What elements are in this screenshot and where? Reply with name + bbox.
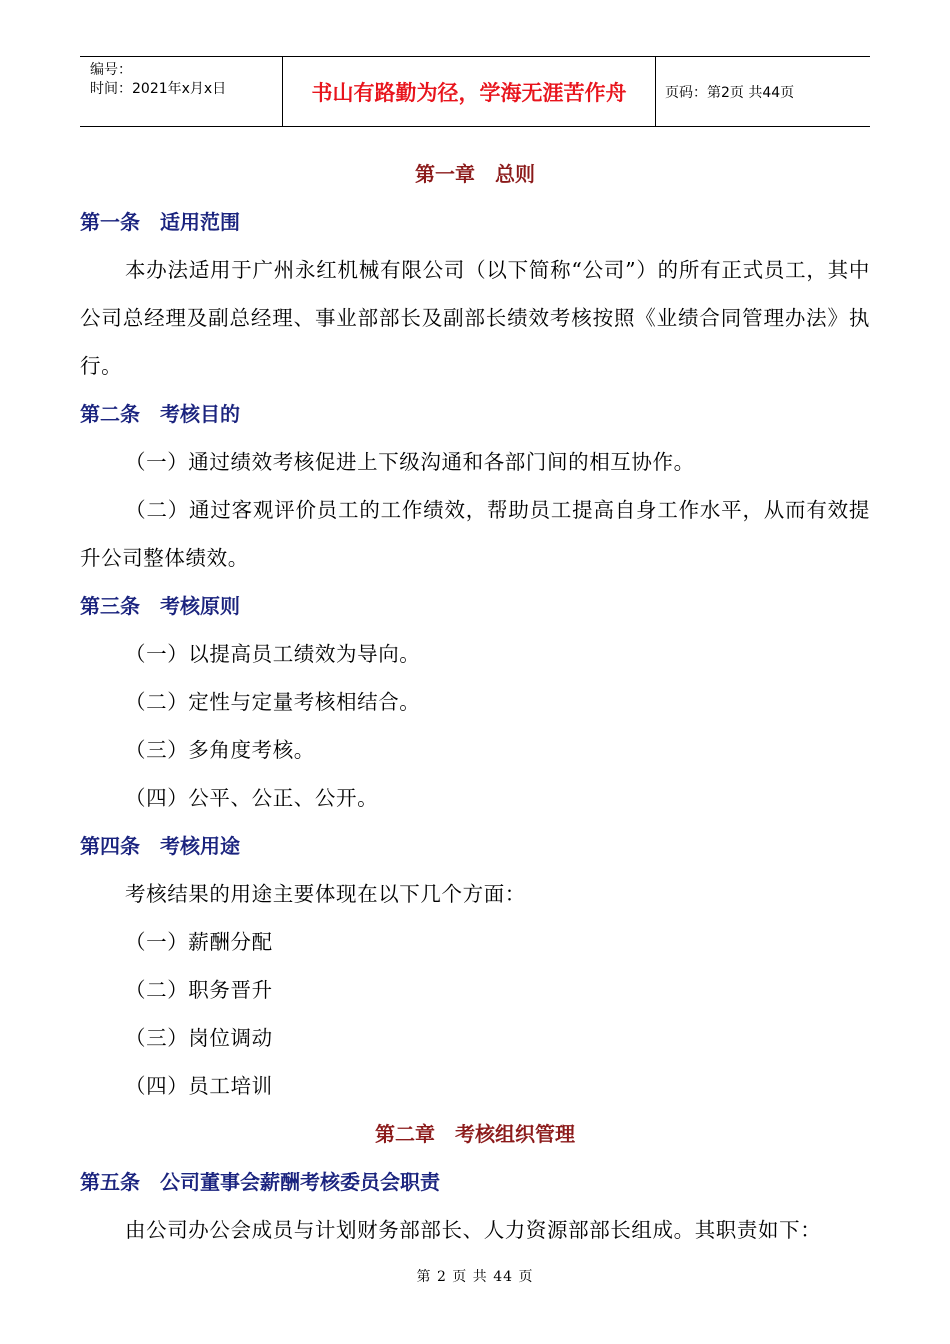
list-item: （一）以提高员工绩效为导向。	[125, 642, 421, 666]
chapter-title: 第二章 考核组织管理	[375, 1122, 575, 1146]
page-footer: 第 2 页 共 44 页	[416, 1269, 534, 1285]
header-meta	[80, 57, 282, 126]
list-item: （二）职务晋升	[125, 978, 273, 1002]
article-title: 第三条 考核原则	[80, 594, 240, 618]
list-item-wrapped	[80, 486, 870, 582]
list-item: （三）岗位调动	[125, 1026, 273, 1050]
article-intro: 考核结果的用途主要体现在以下几个方面：	[125, 882, 526, 906]
header-time-label: 时间：2021年x月x日	[90, 81, 227, 97]
header-number-label: 编号：	[90, 62, 132, 78]
article-title: 第一条 适用范围	[80, 210, 240, 234]
list-item: （一）通过绩效考核促进上下级沟通和各部门间的相互协作。	[125, 450, 695, 474]
document-header	[80, 56, 870, 127]
list-item: （二）定性与定量考核相结合。	[125, 690, 421, 714]
article-paragraph: 由公司办公会成员与计划财务部部长、人力资源部部长组成。其职责如下：	[125, 1218, 822, 1242]
article-title: 第四条 考核用途	[80, 834, 240, 858]
document-body	[80, 150, 870, 1254]
chapter-title: 第一章 总则	[415, 162, 535, 186]
list-item: （四）公平、公正、公开。	[125, 786, 379, 810]
article-paragraph: 本办法适用于广州永红机械有限公司（以下简称“公司”）的所有正式员工，其中公司总经理及副总经理、事业部部长及副部长绩效考核按照《业绩合同管理办法》执行。	[80, 258, 870, 378]
header-page-info: 页码：第2页 共44页	[665, 84, 795, 101]
list-item: （四）员工培训	[125, 1074, 273, 1098]
header-motto: 书山有路勤为径，学海无涯苦作舟	[282, 57, 656, 126]
list-item: （三）多角度考核。	[125, 738, 315, 762]
list-item: （一）薪酬分配	[125, 930, 273, 954]
article-title: 第二条 考核目的	[80, 402, 240, 426]
list-item: （二）通过客观评价员工的工作绩效，帮助员工提高自身工作水平，从而有效提升公司整体绩效。	[80, 498, 870, 570]
article-title: 第五条 公司董事会薪酬考核委员会职责	[80, 1170, 440, 1194]
